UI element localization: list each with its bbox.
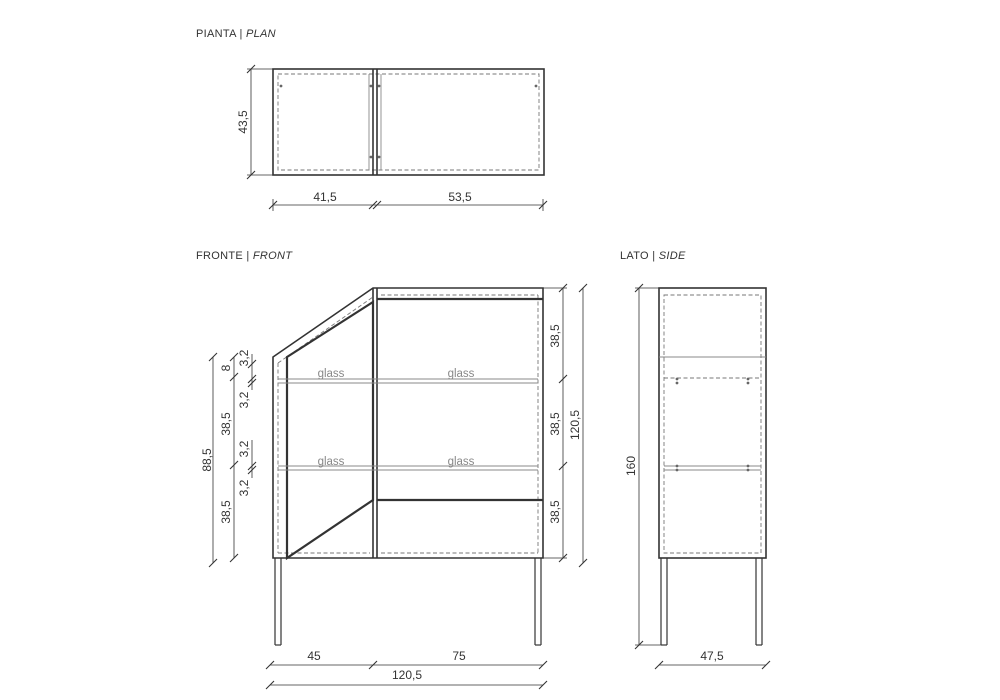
front-left-width-label: 45 xyxy=(307,649,321,663)
front-left-shelf-2b-label: 3,2 xyxy=(237,440,251,458)
front-view xyxy=(273,288,543,645)
front-left-mid-label: 38,5 xyxy=(219,412,233,436)
front-left-shelf-2a-label: 3,2 xyxy=(237,391,251,409)
front-left-dimensions xyxy=(200,349,256,567)
glass-label-4: glass xyxy=(447,456,475,468)
glass-label-1: glass xyxy=(317,368,345,380)
front-right-mid-label: 38,5 xyxy=(548,412,562,436)
front-left-total-height-label: 88,5 xyxy=(200,448,214,472)
front-right-bottom-label: 38,5 xyxy=(548,500,562,524)
front-left-bottom-label: 38,5 xyxy=(219,500,233,524)
front-total-width-label: 120,5 xyxy=(391,668,423,682)
front-right-width-label: 75 xyxy=(452,649,466,663)
plan-view xyxy=(273,69,544,175)
plan-title: PIANTA | PLAN xyxy=(196,28,276,40)
front-left-shelf-1-label: 3,2 xyxy=(237,349,251,367)
front-left-top-label: 8 xyxy=(219,364,233,372)
side-depth-label: 47,5 xyxy=(700,649,724,663)
front-right-total-label: 120,5 xyxy=(568,409,582,441)
front-bottom-dimensions xyxy=(266,649,547,689)
side-view xyxy=(659,288,766,645)
front-left-shelf-3-label: 3,2 xyxy=(237,479,251,497)
plan-left-width-label: 41,5 xyxy=(313,190,337,204)
plan-dimensions xyxy=(236,65,547,211)
glass-label-3: glass xyxy=(317,456,345,468)
side-height-label: 160 xyxy=(624,455,638,477)
side-dimensions xyxy=(624,284,770,669)
front-right-top-label: 38,5 xyxy=(548,324,562,348)
front-right-dimensions xyxy=(543,284,587,567)
plan-depth-label: 43,5 xyxy=(236,110,250,134)
side-title: LATO | SIDE xyxy=(620,250,686,262)
front-title: FRONTE | FRONT xyxy=(196,250,293,262)
glass-label-2: glass xyxy=(447,368,475,380)
plan-right-width-label: 53,5 xyxy=(448,190,472,204)
